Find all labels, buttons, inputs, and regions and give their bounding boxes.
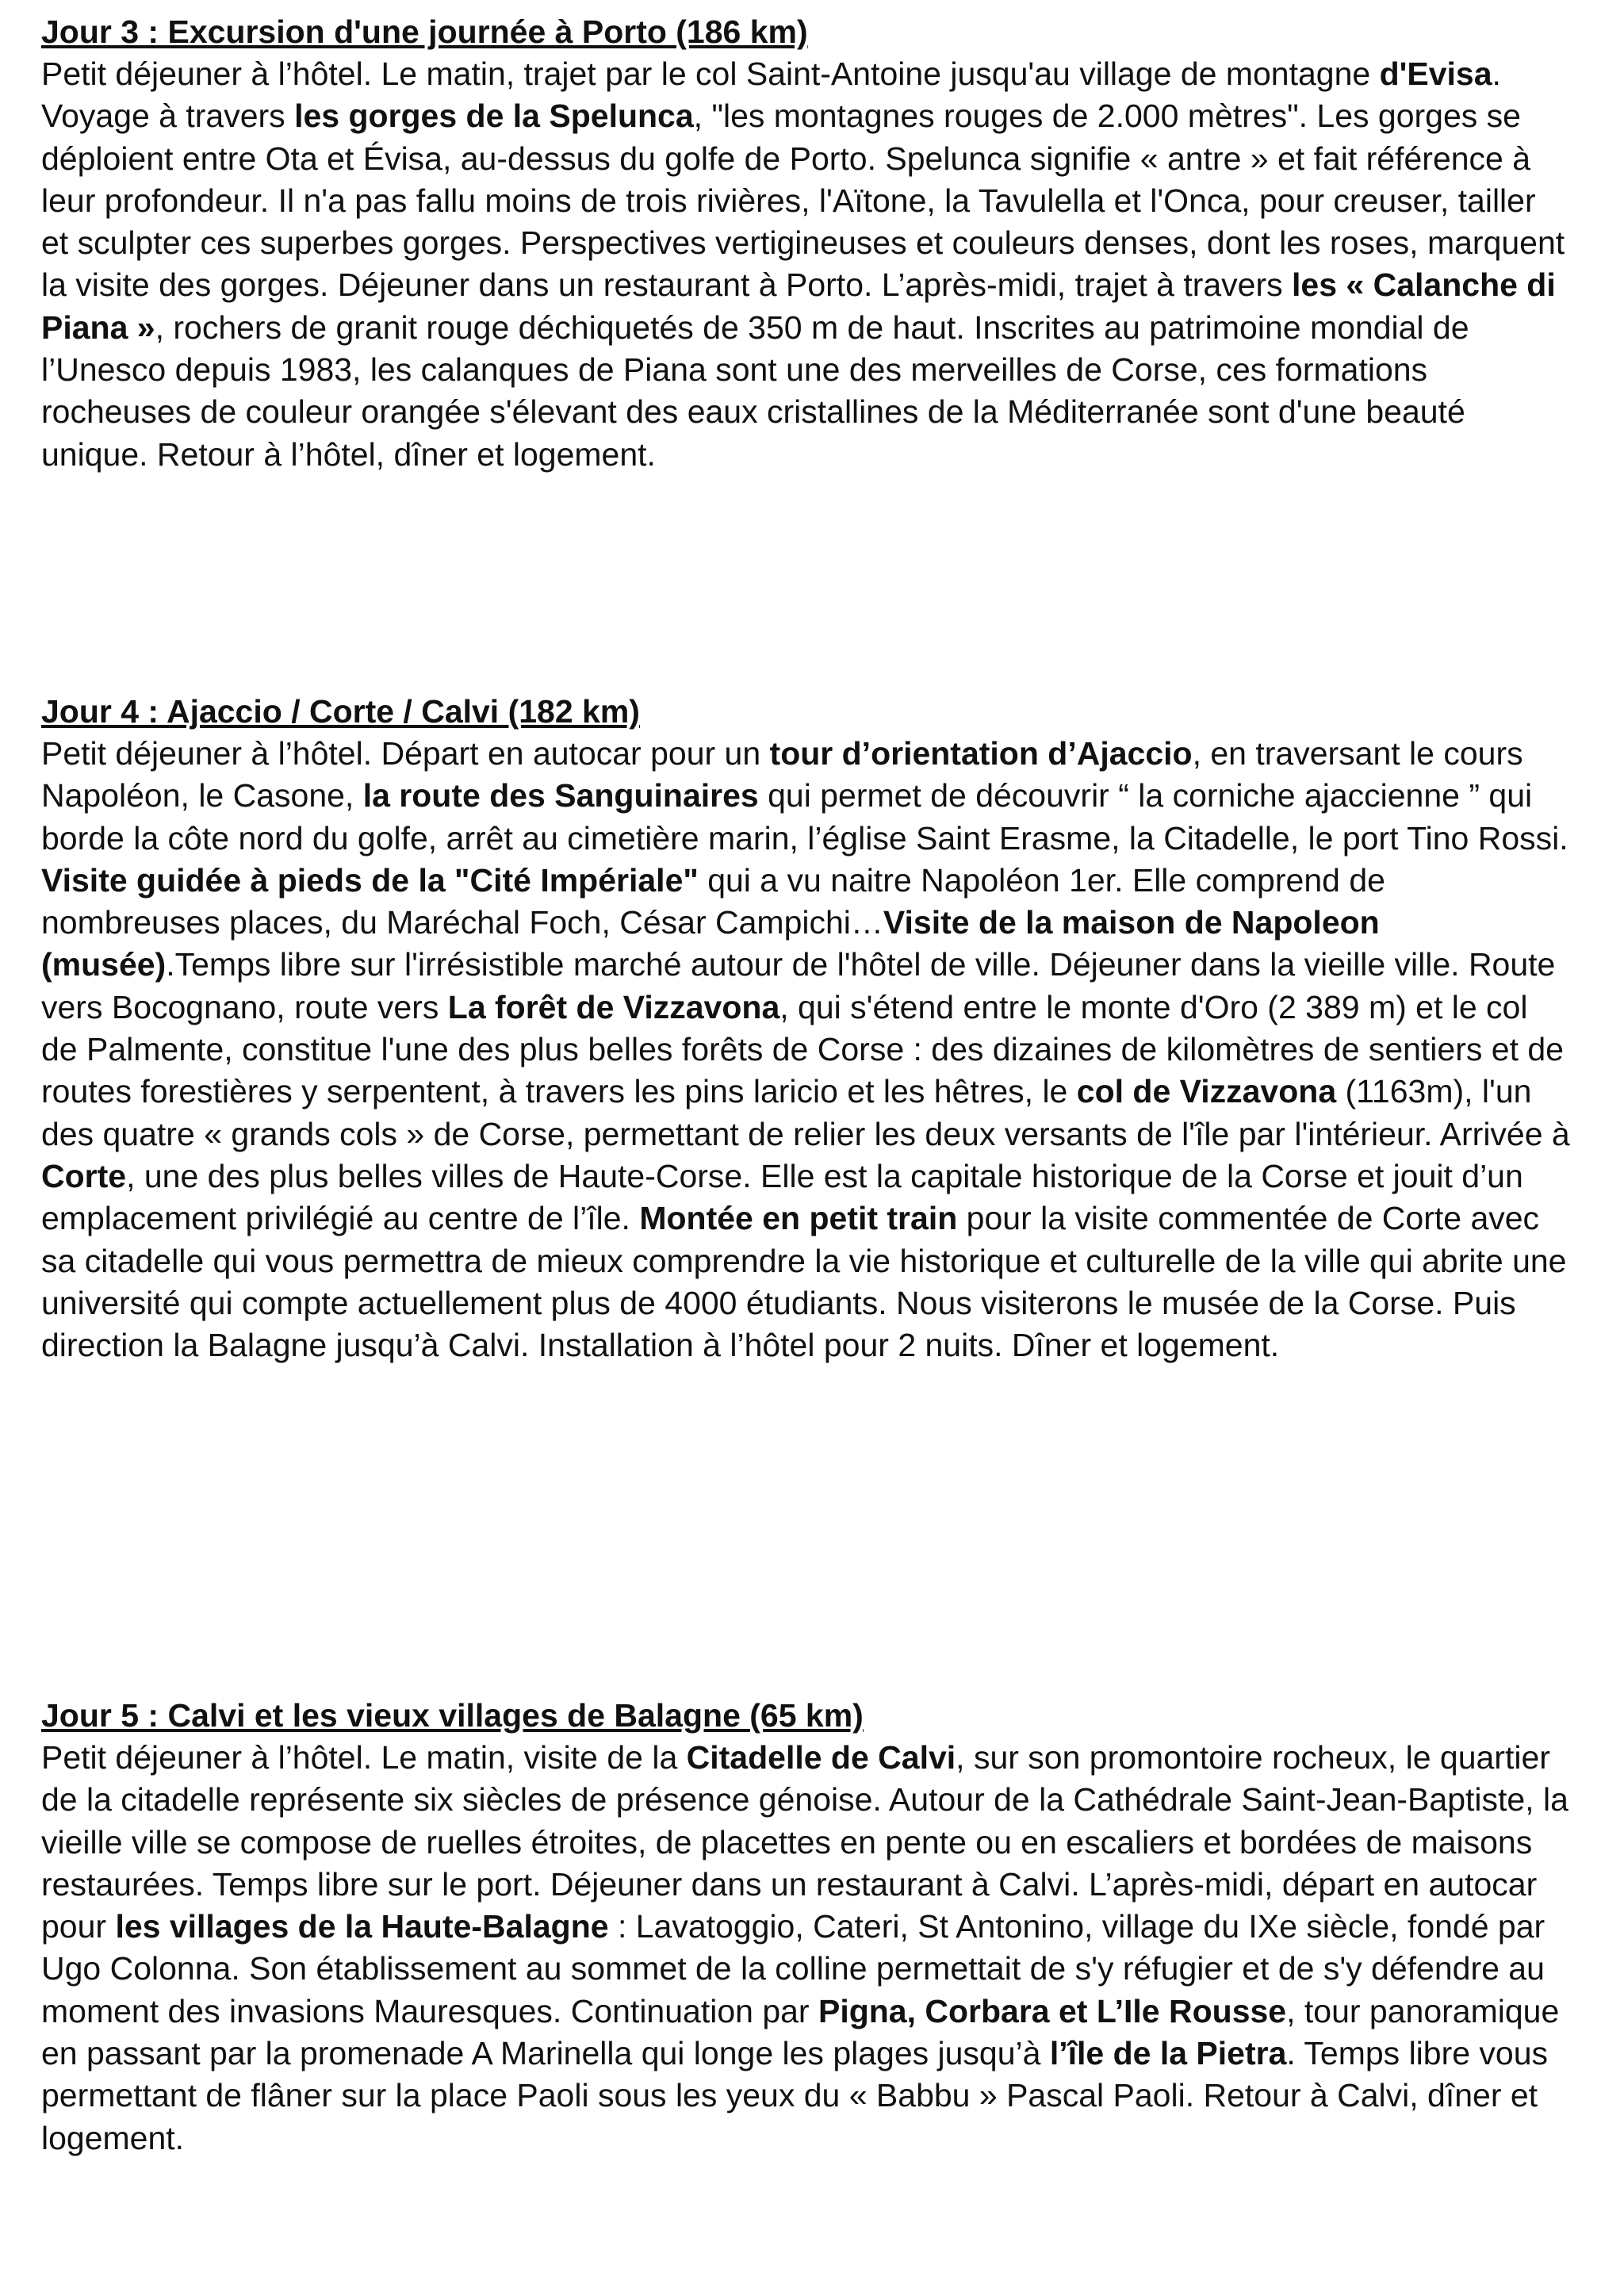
day-3-heading: Jour 3 : Excursion d'une journée à Porto (186 km) <box>41 13 808 50</box>
body-text: . Temps libre vous permettant de flâner sur la place Paoli sous les yeux du « Babbu » Pascal Paoli. Retour à Calvi, dîner et logement. <box>41 2035 1549 2156</box>
body-text: Petit déjeuner à l’hôtel. Le matin, trajet par le col Saint-Antoine jusqu'au village de montagne <box>41 56 1380 92</box>
day-4-section <box>41 691 1572 1366</box>
highlight-text: col de Vizzavona <box>1076 1073 1337 1110</box>
highlight-text: La forêt de Vizzavona <box>447 988 780 1025</box>
body-text: pour la visite commentée de Corte avec sa citadelle qui vous permettra de mieux comprendre la vie historique et culturelle de la ville qui abrite une université qui compte actuellement plus de 4000 étudiants. Nous visiterons le musée de la Corse. Puis direction la Balagne jusqu’à Calvi. Installation à l’hôtel pour 2 nuits. Dîner et logement. <box>41 1200 1567 1364</box>
highlight-text: Corte <box>41 1157 127 1194</box>
body-text: , sur son promontoire rocheux, le quartier de la citadelle représente six siècles de présence génoise. Autour de la Cathédrale Saint-Jean-Baptiste, la vieille ville se compose de ruelles étroites, de placettes en pente ou en escaliers et bordées de maisons restaurées. Temps libre sur le port. Déjeuner dans un restaurant à Calvi. L’après-midi, départ en autocar pour <box>41 1739 1568 1945</box>
highlight-text: tour d’orientation d’Ajaccio <box>769 735 1193 772</box>
body-text: , rochers de granit rouge déchiquetés de 350 m de haut. Inscrites au patrimoine mondial de l’Unesco depuis 1983, les calanques de Piana sont une des merveilles de Corse, ces formations rocheuses de couleur orangée s'élevant des eaux cristallines de la Méditerranée sont d'une beauté unique. Retour à l’hôtel, dîner et logement. <box>41 308 1469 473</box>
highlight-text: Visite guidée à pieds de la "Cité Impériale" <box>41 861 699 899</box>
highlight-text: Visite de la maison de Napoleon (musée) <box>41 904 1380 983</box>
highlight-text: Montée en petit train <box>639 1200 958 1237</box>
body-text: , qui s'étend entre le monte d'Oro (2 389 m) et le col de Palmente, constitue l'une des plus belles forêts de Corse : des dizaines de kilomètres de sentiers et de routes forestières y serpentent, à travers les pins laricio et les hêtres, le <box>41 988 1564 1110</box>
day-5-heading: Jour 5 : Calvi et les vieux villages de Balagne (65 km) <box>41 1697 864 1734</box>
day-5-section <box>41 1695 1572 2159</box>
body-text: .Temps libre sur l'irrésistible marché autour de l'hôtel de ville. Déjeuner dans la vieille ville. Route vers Bocognano, route vers <box>41 946 1556 1025</box>
highlight-text: l’île de la Pietra <box>1049 2035 1287 2072</box>
body-text: qui permet de découvrir “ la corniche ajaccienne ” qui borde la côte nord du golfe, arrêt au cimetière marin, l’église Saint Erasme, la Citadelle, le port Tino Rossi. <box>41 777 1568 856</box>
highlight-text: les « Calanche di Piana » <box>41 266 1556 346</box>
body-text: , "les montagnes rouges de 2.000 mètres". Les gorges se déploient entre Ota et Évisa, au-dessus du golfe de Porto. Spelunca signifie « antre » et fait référence à leur profondeur. Il n'a pas fallu moins de trois rivières, l'Aïtone, la Tavulella et l'Onca, pour creuser, tailler et sculpter ces superbes gorges. Perspectives vertigineuses et couleurs denses, dont les roses, marquent la visite des gorges. Déjeuner dans un restaurant à Porto. L’après-midi, trajet à travers <box>41 98 1565 304</box>
highlight-text: d'Evisa <box>1379 56 1492 92</box>
day-3-description <box>41 53 1572 476</box>
body-text: , une des plus belles villes de Haute-Corse. Elle est la capitale historique de la Corse et jouit d’un emplacement privilégié au centre de l’île. <box>41 1157 1523 1237</box>
body-text: : Lavatoggio, Cateri, St Antonino, village du IXe siècle, fondé par Ugo Colonna. Son établissement au sommet de la colline permettait de s'y réfugier et de s'y défendre au moment des invasions Mauresques. Continuation par <box>41 1908 1545 2029</box>
body-text: Petit déjeuner à l’hôtel. Le matin, visite de la <box>41 1739 687 1776</box>
body-text: , en traversant le cours Napoléon, le Casone, <box>41 735 1523 814</box>
highlight-text: Citadelle de Calvi <box>686 1739 956 1776</box>
day-4-description <box>41 733 1572 1366</box>
highlight-text: Pigna, Corbara et L’Ile Rousse <box>818 1992 1287 2029</box>
highlight-text: les villages de la Haute-Balagne <box>115 1908 609 1945</box>
body-text: Petit déjeuner à l’hôtel. Départ en autocar pour un <box>41 735 770 772</box>
body-text: (1163m), l'un des quatre « grands cols » de Corse, permettant de relier les deux versants de l'île par l'intérieur. Arrivée à <box>41 1073 1570 1152</box>
highlight-text: les gorges de la Spelunca <box>294 98 694 135</box>
day-5-description <box>41 1737 1572 2159</box>
body-text: . Voyage à travers <box>41 56 1501 135</box>
highlight-text: la route des Sanguinaires <box>362 777 759 814</box>
day-3-section <box>41 11 1572 476</box>
body-text: qui a vu naitre Napoléon 1er. Elle comprend de nombreuses places, du Maréchal Foch, César Campichi… <box>41 861 1385 941</box>
day-4-heading: Jour 4 : Ajaccio / Corte / Calvi (182 km) <box>41 693 640 730</box>
body-text: , tour panoramique en passant par la promenade A Marinella qui longe les plages jusqu’à <box>41 1992 1560 2072</box>
